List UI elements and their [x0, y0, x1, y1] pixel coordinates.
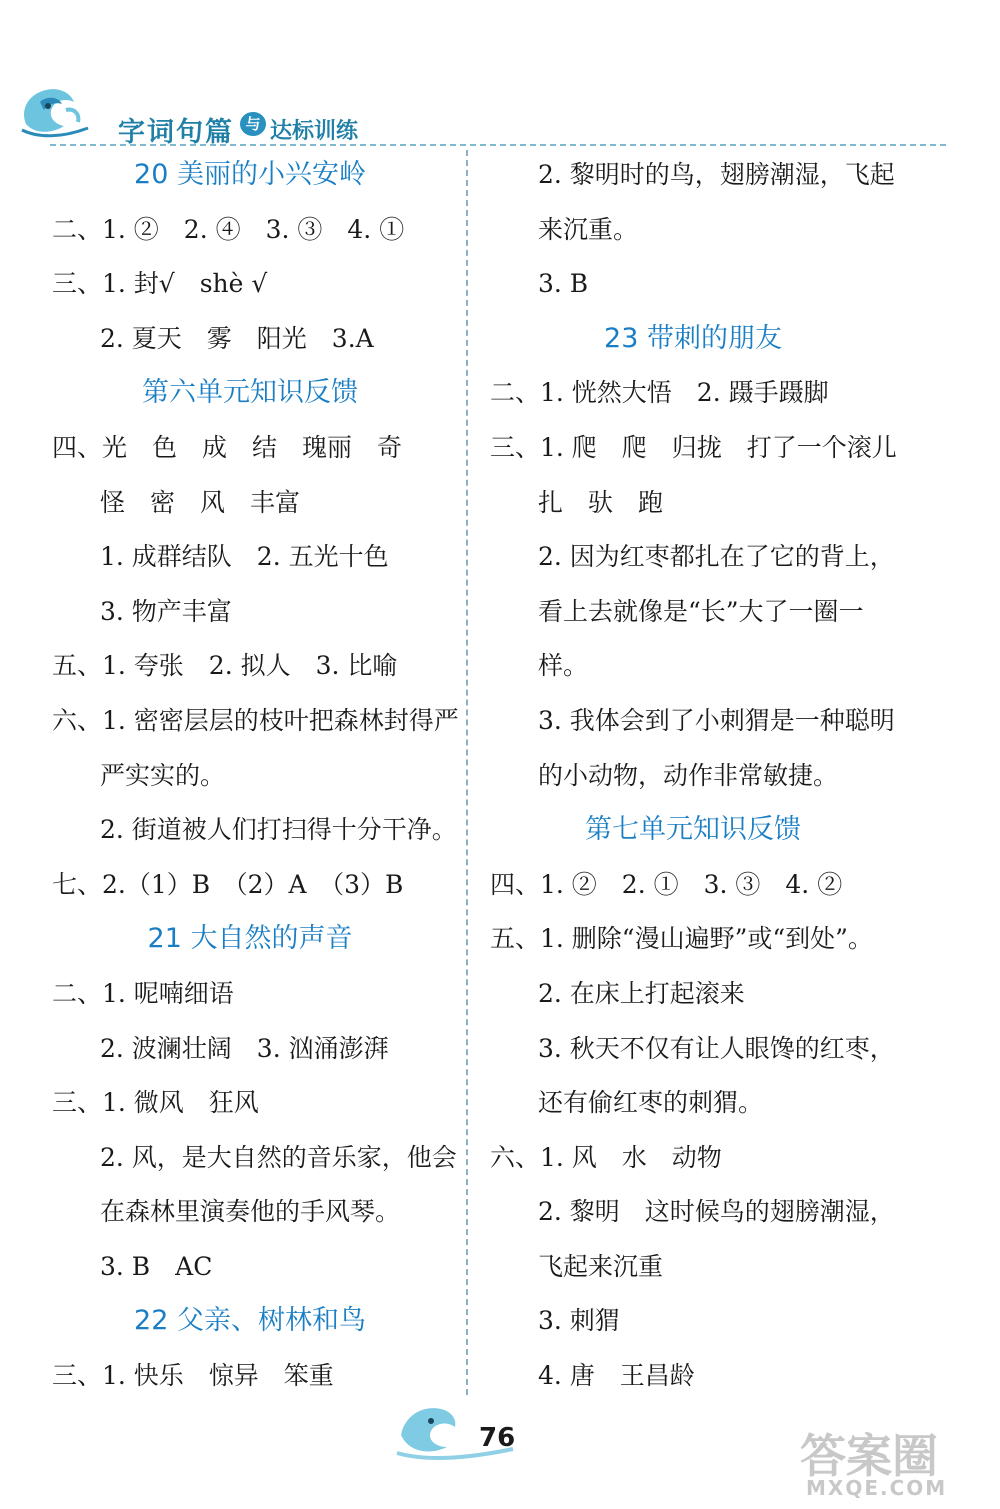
page-footer — [395, 1395, 535, 1465]
watermark-url: MXQE.COM — [806, 1476, 948, 1500]
answer-line: 四、光 色 成 结 瑰丽 奇 — [52, 432, 403, 462]
answer-line: 六、1. 风 水 动物 — [490, 1142, 722, 1172]
answer-line: 二、1. ② 2. ④ 3. ③ 4. ① — [52, 214, 405, 244]
section-heading: 22 父亲、树林和鸟 — [134, 1305, 366, 1337]
answer-line: 扎 驮 跑 — [538, 487, 664, 517]
book-title: 字词句篇 — [118, 117, 234, 148]
answer-line: 四、1. ② 2. ① 3. ③ 4. ② — [490, 869, 843, 899]
answer-line: 还有偷红枣的刺猬。 — [538, 1088, 764, 1118]
header-divider — [50, 144, 946, 146]
answer-line: 来沉重。 — [538, 214, 639, 244]
site-watermark — [800, 1420, 990, 1502]
answer-line: 3. 物产丰富 — [100, 596, 232, 626]
page-header — [18, 80, 458, 148]
answer-line: 怪 密 风 丰富 — [100, 487, 301, 517]
book-mascot-logo-icon — [18, 80, 96, 140]
answer-line: 飞起来沉重 — [538, 1251, 664, 1281]
answer-line: 2. 在床上打起滚来 — [538, 978, 745, 1008]
book-subtitle: 达标训练 — [270, 118, 359, 144]
answer-line: 在森林里演奏他的手风琴。 — [100, 1197, 401, 1227]
answer-line: 二、1. 呢喃细语 — [52, 978, 234, 1008]
answer-line: 五、1. 删除“漫山遍野”或“到处”。 — [490, 924, 873, 954]
answer-line: 2. 黎明时的鸟，翅膀潮湿，飞起 — [538, 160, 895, 189]
answer-line: 2. 波澜壮阔 3. 汹涌澎湃 — [100, 1033, 389, 1063]
right-column — [478, 148, 908, 1404]
answer-line: 二、1. 恍然大悟 2. 蹑手蹑脚 — [490, 378, 829, 408]
answer-line: 样。 — [538, 651, 589, 681]
answer-line: 2. 街道被人们打扫得十分干净。 — [100, 815, 457, 845]
answer-line: 三、1. 爬 爬 归拢 打了一个滚儿 — [490, 432, 897, 462]
section-heading: 第六单元知识反馈 — [142, 377, 358, 409]
answer-line: 3. B AC — [100, 1251, 213, 1281]
watermark-logo-text: 答案圈 — [800, 1429, 938, 1483]
answer-line: 严实实的。 — [100, 760, 226, 790]
answer-line: 3. 刺猬 — [538, 1306, 620, 1336]
answer-line: 2. 黎明 这时候鸟的翅膀潮湿， — [538, 1197, 895, 1227]
answer-line: 七、2.（1）B （2）A （3）B — [52, 869, 404, 899]
column-divider — [466, 150, 468, 1395]
answer-line: 的小动物，动作非常敏捷。 — [538, 760, 839, 790]
answer-line: 三、1. 封√ shè √ — [52, 269, 268, 299]
answer-line: 2. 夏天 雾 阳光 3.A — [100, 323, 374, 353]
answer-line: 三、1. 快乐 惊异 笨重 — [52, 1361, 334, 1391]
title-connector-badge: 与 — [240, 112, 266, 136]
section-heading: 第七单元知识反馈 — [585, 814, 801, 846]
answer-line: 3. B — [538, 269, 589, 299]
answer-line: 3. 我体会到了小刺猬是一种聪明 — [538, 705, 895, 735]
left-column — [40, 148, 460, 1404]
answer-line: 2. 风，是大自然的音乐家，他会 — [100, 1142, 457, 1172]
answer-line: 1. 成群结队 2. 五光十色 — [100, 542, 389, 572]
answer-line: 三、1. 微风 狂风 — [52, 1088, 259, 1118]
section-heading: 21 大自然的声音 — [147, 923, 353, 955]
page-number: 76 — [479, 1423, 516, 1453]
answer-line: 3. 秋天不仅有让人眼馋的红枣， — [538, 1033, 895, 1063]
section-heading: 23 带刺的朋友 — [604, 322, 782, 354]
answer-line: 五、1. 夸张 2. 拟人 3. 比喻 — [52, 651, 398, 681]
section-heading: 20 美丽的小兴安岭 — [134, 159, 366, 190]
answer-line: 2. 因为红枣都扎在了它的背上， — [538, 542, 895, 572]
answer-line: 4. 唐 王昌龄 — [538, 1361, 695, 1391]
answer-line: 六、1. 密密层层的枝叶把森林封得严 — [52, 705, 459, 735]
answer-line: 看上去就像是“长”大了一圈一 — [538, 596, 864, 626]
